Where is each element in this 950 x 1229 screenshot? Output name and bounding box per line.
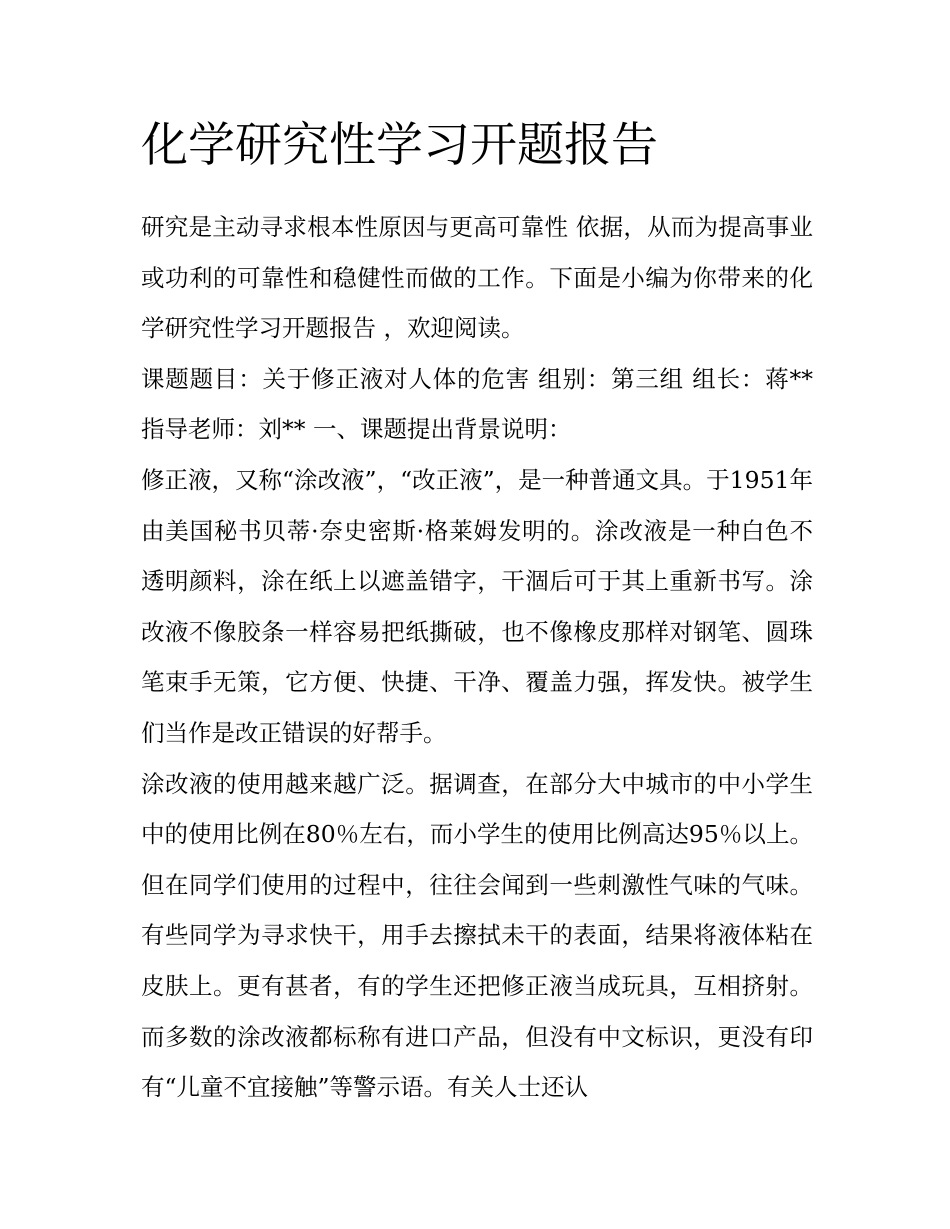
document-body xyxy=(141,112,813,1113)
usage-paragraph: 涂改液的使用越来越广泛。据调查，在部分大中城市的中小学生中的使用比例在80％左右，而小学生的使用比例高达95％以上。但在同学们使用的过程中，往往会闻到一些刺激性气味的气味。有些同学为寻求快干，用手去擦拭未干的表面，结果将液体粘在皮肤上。更有甚者，有的学生还把修正液当成玩具，互相挤射。而多数的涂改液都标称有进口产品，但没有中文标识，更没有印有“儿童不宜接触”等警示语。有关人士还认 xyxy=(141,769,813,1102)
topic-info-paragraph: 课题题目：关于修正液对人体的危害 组别：第三组 组长：蒋** 指导老师：刘** 一、课题提出背景说明： xyxy=(141,364,813,444)
intro-paragraph: 研究是主动寻求根本性原因与更高可靠性 依据，从而为提高事业或功利的可靠性和稳健性而做的工作。下面是小编为你带来的化学研究性学习开题报告 ，欢迎阅读。 xyxy=(141,213,813,343)
background-paragraph: 修正液，又称“涂改液”，“改正液”，是一种普通文具。于1951年由美国秘书贝蒂·奈史密斯·格莱姆发明的。涂改液是一种白色不透明颜料，涂在纸上以遮盖错字，干涸后可于其上重新书写。涂改液不像胶条一样容易把纸撕破，也不像橡皮那样对钢笔、圆珠笔束手无策，它方便、快捷、干净、覆盖力强，挥发快。被学生们当作是改正错误的好帮手。 xyxy=(141,465,813,747)
document-title: 化学研究性学习开题报告 xyxy=(141,118,658,173)
